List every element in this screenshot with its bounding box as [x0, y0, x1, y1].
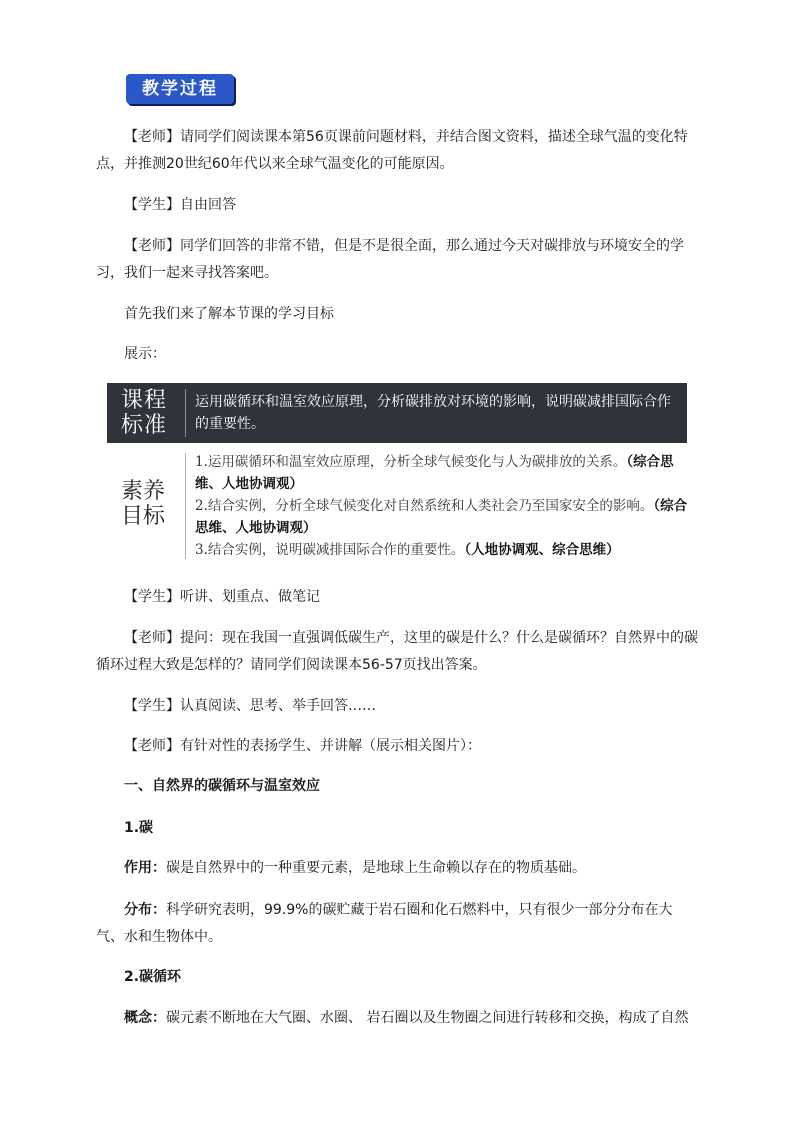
- literacy-goals-label: 素养目标: [121, 479, 166, 529]
- divider: [185, 389, 186, 437]
- section-badge: 教学过程: [126, 74, 234, 104]
- teacher-paragraph-4: 【老师】有针对性的表扬学生、并讲解（展示相关图片）：: [124, 738, 481, 754]
- literacy-goal-item: 2.结合实例，分析全球气候变化对自然系统和人类社会乃至国家安全的影响。（综合思维、人地协调观）: [195, 498, 688, 536]
- teacher-paragraph-1: 【老师】请同学们阅读课本第56页课前问题材料，并结合图文资料，描述全球气温的变化特点，并推测20世纪60年代以来全球气温变化的可能原因。: [96, 129, 688, 172]
- literacy-goal-item: 1.运用碳循环和温室效应原理，分析全球气候变化与人为碳排放的关系。（综合思维、人地协调观）: [195, 454, 674, 492]
- carbon-distribution-paragraph: 分布：科学研究表明，99.9%的碳贮藏于岩石圈和化石燃料中，只有很少一部分分布在大气、水和生物体中。: [96, 902, 673, 945]
- heading-1: 一、自然界的碳循环与温室效应: [124, 778, 320, 794]
- literacy-goals-list: [195, 451, 695, 561]
- student-paragraph-1: 【学生】自由回答: [124, 197, 236, 213]
- heading-carbon: 1.碳: [124, 820, 154, 836]
- carbon-function-paragraph: 作用：碳是自然界中的一种重要元素，是地球上生命赖以存在的物质基础。: [124, 860, 586, 876]
- teacher-paragraph-3: 【老师】提问：现在我国一直强调低碳生产，这里的碳是什么？什么是碳循环？自然界中的碳循环过程大致是怎样的？请同学们阅读课本56-57页找出答案。: [96, 630, 698, 673]
- heading-carbon-cycle: 2.碳循环: [124, 969, 182, 985]
- student-paragraph-2: 【学生】听讲、划重点、做笔记: [124, 589, 320, 605]
- intro-paragraph: 首先我们来了解本节课的学习目标: [124, 306, 334, 322]
- curriculum-standard-text: 运用碳循环和温室效应原理，分析碳排放对环境的影响，说明碳减排国际合作的重要性。: [195, 394, 671, 432]
- carbon-cycle-concept-paragraph: 概念：碳元素不断地在大气圈、水圈、 岩石圈以及生物圈之间进行转移和交换，构成了自然: [124, 1010, 689, 1026]
- literacy-goals-box: [107, 449, 697, 564]
- show-paragraph: 展示：: [124, 346, 166, 362]
- literacy-goal-item: 3.结合实例，说明碳减排国际合作的重要性。（人地协调观、综合思维）: [195, 542, 620, 558]
- divider: [185, 453, 186, 559]
- teacher-paragraph-2: 【老师】同学们回答的非常不错，但是不是很全面，那么通过今天对碳排放与环境安全的学习，我们一起来寻找答案吧。: [96, 238, 684, 281]
- student-paragraph-3: 【学生】认真阅读、思考、举手回答……: [124, 698, 376, 714]
- curriculum-standard-label: 课程标准: [121, 388, 168, 438]
- curriculum-standard-box: [107, 383, 687, 443]
